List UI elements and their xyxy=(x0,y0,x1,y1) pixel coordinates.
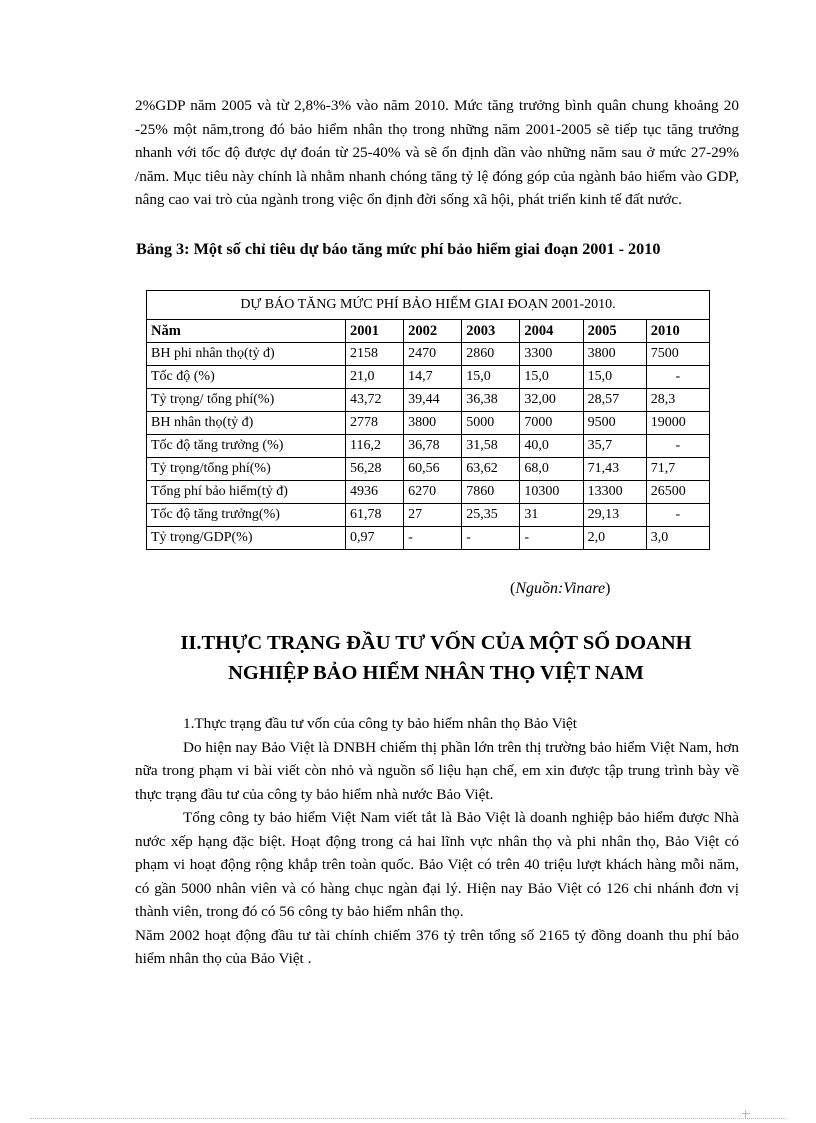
row-label: Tổng phí bảo hiểm(tỷ đ) xyxy=(147,481,346,504)
table-cell: 35,7 xyxy=(583,435,646,458)
source-close: ) xyxy=(605,580,611,597)
table-cell: 3800 xyxy=(583,343,646,366)
table-cell: 2778 xyxy=(346,412,404,435)
table-cell: 68,0 xyxy=(520,458,583,481)
table-cell: 3,0 xyxy=(646,527,709,550)
body-paragraph: Tổng công ty bảo hiểm Việt Nam viết tắt là Bảo Việt là doanh nghiệp bảo hiểm được Nhà nước xếp hạng đặc biệt. Hoạt động trong cả hai lĩnh vực nhân thọ và phi nhân thọ, Bảo Việt có phạm vi hoạt động rộng khắp trên toàn quốc. Bảo Việt có trên 40 triệu lượt khách hàng mỗi năm, có gần 5000 nhân viên và có hàng chục ngàn đại lý. Hiện nay Bảo Việt có 126 chi nhánh đơn vị thành viên, trong đó có 56 công ty bảo hiểm nhân thọ. xyxy=(135,809,739,920)
table-cell: 6270 xyxy=(404,481,462,504)
table-cell: 15,0 xyxy=(462,366,520,389)
row-label: Tốc độ tăng trưởng(%) xyxy=(147,504,346,527)
table-cell: 3300 xyxy=(520,343,583,366)
table-cell: 0,97 xyxy=(346,527,404,550)
table-cell: 61,78 xyxy=(346,504,404,527)
table-title: DỰ BÁO TĂNG MỨC PHÍ BẢO HIỂM GIAI ĐOẠN 2001-2010. xyxy=(147,291,710,320)
table-cell: 36,78 xyxy=(404,435,462,458)
table-cell: - xyxy=(404,527,462,550)
table-cell: 31 xyxy=(520,504,583,527)
table-cell: 25,35 xyxy=(462,504,520,527)
table-cell: 39,44 xyxy=(404,389,462,412)
row-label: BH nhân thọ(tỷ đ) xyxy=(147,412,346,435)
table-cell: 56,28 xyxy=(346,458,404,481)
table-cell: 15,0 xyxy=(583,366,646,389)
table-cell: 2,0 xyxy=(583,527,646,550)
header-cell: 2004 xyxy=(520,320,583,343)
section-heading-line2: NGHIỆP BẢO HIỂM NHÂN THỌ VIỆT NAM xyxy=(228,662,644,684)
body-text xyxy=(135,712,739,971)
table-cell: 116,2 xyxy=(346,435,404,458)
table-cell: - xyxy=(462,527,520,550)
section-heading xyxy=(130,628,742,688)
table-cell: 13300 xyxy=(583,481,646,504)
header-cell: Năm xyxy=(147,320,346,343)
body-paragraph: Năm 2002 hoạt động đầu tư tài chính chiếm 376 tỷ trên tổng số 2165 tỷ đồng doanh thu phí bảo hiểm nhân thọ của Bảo Việt . xyxy=(135,926,739,967)
table-cell: - xyxy=(646,366,709,389)
table-cell: 28,57 xyxy=(583,389,646,412)
table-title-row xyxy=(147,291,710,320)
table-cell: 7000 xyxy=(520,412,583,435)
body-paragraph: Do hiện nay Bảo Việt là DNBH chiếm thị phần lớn trên thị trường bảo hiểm Việt Nam, hơn nữa trong phạm vi bài viết còn nhỏ và nguồn số liệu hạn chế, em xin được tập trung trình bày về thực trạng đầu tư của công ty bảo hiểm nhà nước Bảo Việt. xyxy=(135,738,739,803)
source-open: ( xyxy=(510,580,516,597)
table-cell: 15,0 xyxy=(520,366,583,389)
table-cell: 7860 xyxy=(462,481,520,504)
row-label: Tỷ trọng/ tổng phí(%) xyxy=(147,389,346,412)
table-cell: 2860 xyxy=(462,343,520,366)
subheading: 1.Thực trạng đầu tư vốn của công ty bảo hiểm nhân thọ Bảo Việt xyxy=(183,715,578,732)
table-cell: 63,62 xyxy=(462,458,520,481)
table-cell: 31,58 xyxy=(462,435,520,458)
table-cell: 28,3 xyxy=(646,389,709,412)
row-label: Tốc độ tăng trưởng (%) xyxy=(147,435,346,458)
table-caption: Bảng 3: Một số chỉ tiêu dự báo tăng mức phí bảo hiểm giai đoạn 2001 - 2010 xyxy=(136,240,661,258)
table-cell: - xyxy=(646,435,709,458)
row-label: Tỷ trọng/GDP(%) xyxy=(147,527,346,550)
table-row xyxy=(147,435,710,458)
table-cell: 36,38 xyxy=(462,389,520,412)
table-cell: 2470 xyxy=(404,343,462,366)
table-row xyxy=(147,389,710,412)
table-row xyxy=(147,527,710,550)
table-cell: 19000 xyxy=(646,412,709,435)
table-cell: 26500 xyxy=(646,481,709,504)
table-cell: 10300 xyxy=(520,481,583,504)
table-cell: 29,13 xyxy=(583,504,646,527)
table-row xyxy=(147,366,710,389)
table-row xyxy=(147,481,710,504)
table-cell: 5000 xyxy=(462,412,520,435)
table-cell: 32,00 xyxy=(520,389,583,412)
header-cell: 2003 xyxy=(462,320,520,343)
table-row xyxy=(147,412,710,435)
table-cell: 40,0 xyxy=(520,435,583,458)
header-cell: 2002 xyxy=(404,320,462,343)
table-cell: 3800 xyxy=(404,412,462,435)
row-label: Tốc độ (%) xyxy=(147,366,346,389)
table-cell: 9500 xyxy=(583,412,646,435)
table-cell: 43,72 xyxy=(346,389,404,412)
row-label: BH phi nhân thọ(tỷ đ) xyxy=(147,343,346,366)
header-cell: 2005 xyxy=(583,320,646,343)
table-cell: 7500 xyxy=(646,343,709,366)
header-cell: 2001 xyxy=(346,320,404,343)
table-cell: 60,56 xyxy=(404,458,462,481)
forecast-table xyxy=(146,290,710,550)
table-cell: - xyxy=(646,504,709,527)
table-row xyxy=(147,343,710,366)
table-cell: 21,0 xyxy=(346,366,404,389)
table-cell: 4936 xyxy=(346,481,404,504)
table-cell: 71,7 xyxy=(646,458,709,481)
row-label: Tỷ trọng/tổng phí(%) xyxy=(147,458,346,481)
intro-paragraph: 2%GDP năm 2005 và từ 2,8%-3% vào năm 2010. Mức tăng trưởng bình quân chung khoảng 20 -25% một năm,trong đó bảo hiểm nhân thọ trong những năm 2001-2005 sẽ tiếp tục tăng trưởng nhanh với tốc độ được dự đoán từ 25-40% và sẽ ổn định dần vào những năm sau ở mức 27-29% /năm. Mục tiêu này chính là nhằm nhanh chóng tăng tỷ lệ đóng góp của ngành bảo hiểm vào GDP, nâng cao vai trò của ngành trong việc ổn định đời sống xã hội, phát triển kinh tế đất nước. xyxy=(135,97,739,208)
source-note xyxy=(510,580,610,598)
table-cell: 14,7 xyxy=(404,366,462,389)
table-cell: 2158 xyxy=(346,343,404,366)
crop-mark-icon xyxy=(742,1110,750,1118)
table-header-row xyxy=(147,320,710,343)
footer-divider xyxy=(30,1118,786,1119)
table-cell: 27 xyxy=(404,504,462,527)
table-cell: - xyxy=(520,527,583,550)
table-row xyxy=(147,504,710,527)
table-cell: 71,43 xyxy=(583,458,646,481)
source-text: Nguồn:Vinare xyxy=(515,580,606,597)
section-heading-line1: II.THỰC TRẠNG ĐẦU TƯ VỐN CỦA MỘT SỐ DOANH xyxy=(180,632,692,654)
table-row xyxy=(147,458,710,481)
header-cell: 2010 xyxy=(646,320,709,343)
